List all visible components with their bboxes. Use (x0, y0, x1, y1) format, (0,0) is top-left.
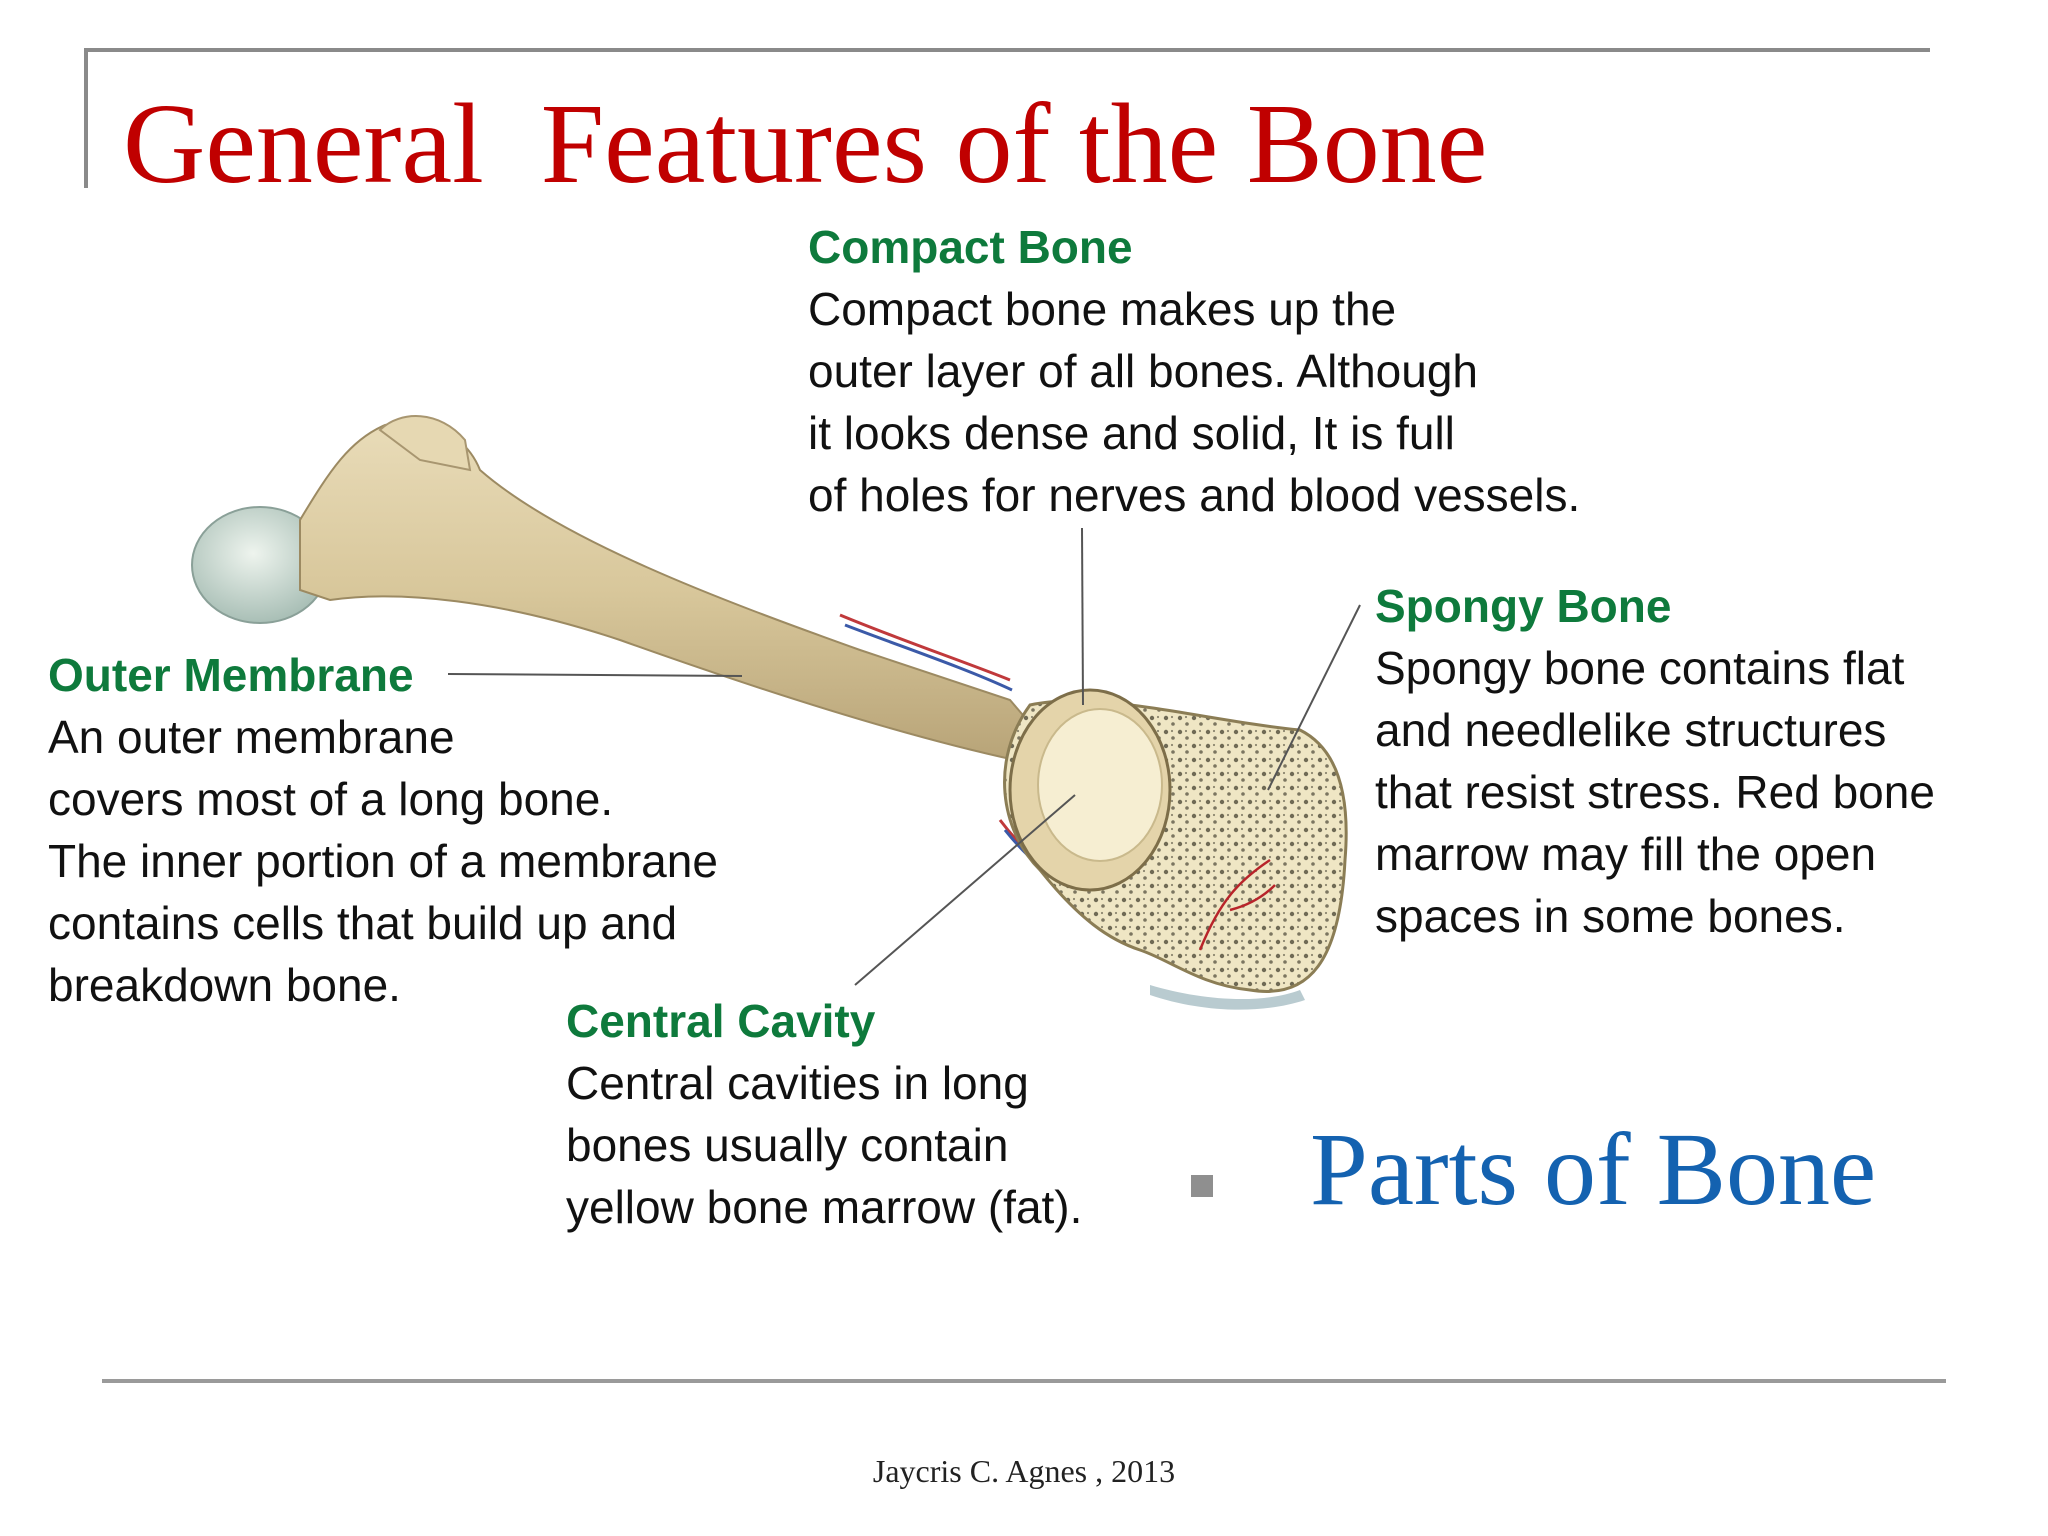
spongy-bone-heading: Spongy Bone (1375, 580, 1672, 632)
slide-title: General Features of the Bone (123, 80, 1488, 207)
outer-membrane-text: The inner portion of a membrane (48, 835, 718, 887)
callout-spongy-bone (1375, 575, 1935, 947)
spongy-bone-text: that resist stress. Red bone (1375, 766, 1935, 818)
bottom-frame-line (102, 1379, 1946, 1383)
spongy-bone-text: spaces in some bones. (1375, 890, 1846, 942)
central-cavity-text: yellow bone marrow (fat). (566, 1181, 1083, 1233)
square-bullet-icon (1191, 1175, 1213, 1197)
slide-subtitle: Parts of Bone (1310, 1112, 1877, 1227)
callout-compact-bone (808, 216, 1580, 526)
callout-outer-membrane (48, 644, 718, 1016)
compact-bone-heading: Compact Bone (808, 221, 1133, 273)
outer-membrane-text: An outer membrane (48, 711, 455, 763)
outer-membrane-text: covers most of a long bone. (48, 773, 614, 825)
outer-membrane-text: breakdown bone. (48, 959, 401, 1011)
footer-credit: Jaycris C. Agnes , 2013 (872, 1453, 1176, 1489)
spongy-bone-text: and needlelike structures (1375, 704, 1887, 756)
outer-membrane-text: contains cells that build up and (48, 897, 678, 949)
central-cavity (1038, 709, 1162, 861)
outer-membrane-heading: Outer Membrane (48, 649, 414, 701)
compact-bone-text: Compact bone makes up the (808, 283, 1397, 335)
compact-bone-text: it looks dense and solid, It is full (808, 407, 1455, 459)
compact-bone-text: of holes for nerves and blood vessels. (808, 469, 1581, 521)
leader-compact-bone (1082, 528, 1083, 705)
leader-central-cavity (855, 795, 1075, 985)
spongy-bone-text: Spongy bone contains flat (1375, 642, 1905, 694)
compact-bone-text: outer layer of all bones. Although (808, 345, 1479, 397)
central-cavity-text: bones usually contain (566, 1119, 1009, 1171)
central-cavity-heading: Central Cavity (566, 995, 876, 1047)
spongy-bone-text: marrow may fill the open (1375, 828, 1877, 880)
central-cavity-text: Central cavities in long (566, 1057, 1029, 1109)
callout-central-cavity (566, 990, 1082, 1238)
